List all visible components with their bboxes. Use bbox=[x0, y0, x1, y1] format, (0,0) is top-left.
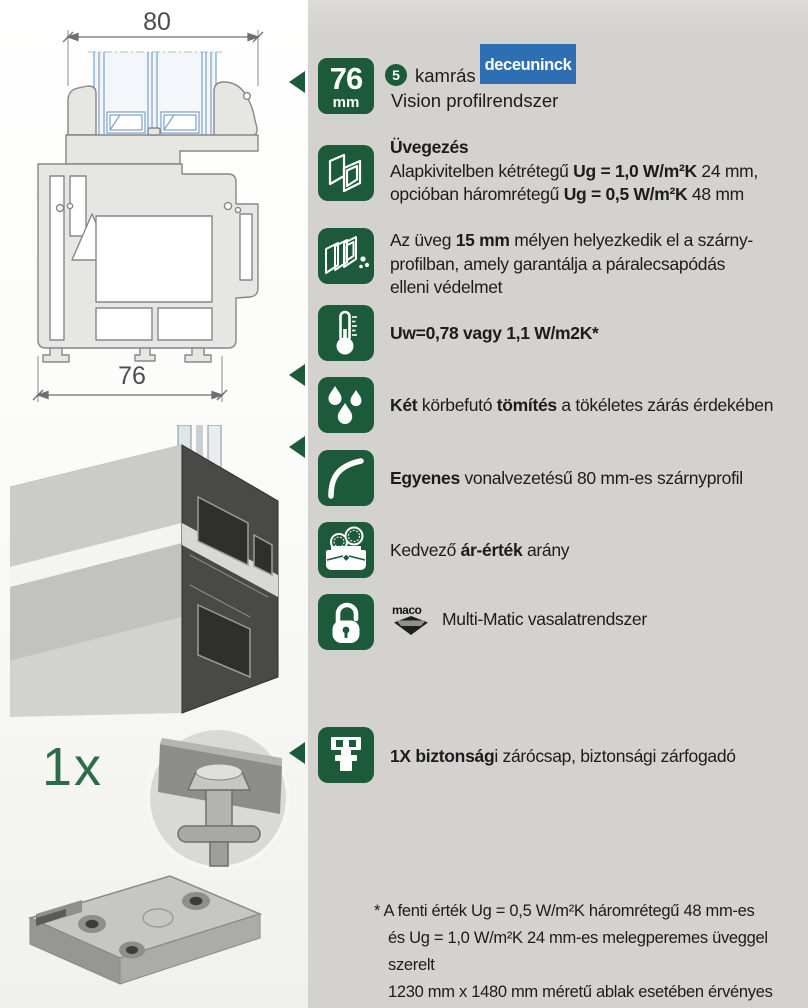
footnote bbox=[374, 898, 804, 1006]
security-hardware-photo bbox=[10, 718, 300, 1006]
feature-price-value bbox=[390, 539, 794, 563]
feature-glazing bbox=[390, 136, 794, 207]
connector-arrow bbox=[289, 436, 305, 458]
feature-text-line: elleni védelmet bbox=[390, 277, 503, 297]
chambers-count: 5 bbox=[392, 67, 400, 83]
feature-text-line: Két körbefutó tömítés a tökéletes zárás érdekében bbox=[390, 395, 774, 415]
feature-text-line: profilban, amely garantálja a páralecsapódás bbox=[390, 253, 726, 274]
feature-text-line: Az üveg 15 mm mélyen helyezkedik el a szárny- bbox=[390, 230, 753, 250]
three-glass-panes-drops-icon bbox=[318, 228, 374, 284]
chambers-count-circle bbox=[385, 64, 407, 86]
connector-arrow bbox=[289, 364, 305, 386]
hardware-inset-circle bbox=[148, 728, 288, 868]
profile-depth-unit: mm bbox=[332, 93, 360, 111]
two-glass-panes-icon bbox=[318, 145, 374, 201]
footnote-line: 1230 mm x 1480 mm méretű ablak esetében érvényes bbox=[388, 983, 773, 1001]
padlock-icon bbox=[318, 594, 374, 650]
feature-glass-depth bbox=[390, 229, 794, 300]
maco-logo bbox=[390, 603, 432, 637]
profile-cross-section-drawing bbox=[0, 0, 308, 420]
brand-logo bbox=[480, 44, 576, 84]
connector-arrow bbox=[289, 742, 305, 764]
footnote-line: és Ug = 1,0 W/m²K 24 mm-es melegperemes üveggel szerelt bbox=[388, 929, 768, 974]
striker-plate bbox=[30, 876, 260, 984]
feature-text-line: Alapkivitelben kétrétegű Ug = 1,0 W/m²K 24 mm, bbox=[390, 160, 758, 181]
profile-depth-value: 76 bbox=[329, 60, 363, 96]
thermometer-icon bbox=[318, 305, 374, 361]
hardware-count-label: 1x bbox=[42, 737, 104, 797]
feature-text-line: Multi-Matic vasalatrendszer bbox=[442, 609, 647, 630]
feature-text-line: Uw=0,78 vagy 1,1 W/m2K* bbox=[390, 323, 599, 343]
chambers-label: kamrás bbox=[415, 65, 476, 86]
feature-gaskets bbox=[390, 394, 794, 418]
dimension-top-label: 80 bbox=[143, 8, 171, 36]
feature-text-line: 1X biztonsági zárócsap, biztonsági zárfogadó bbox=[390, 746, 736, 766]
connector-arrow bbox=[289, 71, 305, 93]
feature-text-line: opcióban háromrétegű Ug = 0,5 W/m²K 48 mm bbox=[390, 184, 744, 204]
price-value-icon bbox=[318, 522, 374, 578]
feature-security bbox=[390, 745, 794, 769]
system-name: Vision profilrendszer bbox=[391, 90, 559, 111]
water-drops-icon bbox=[318, 377, 374, 433]
footnote-line: * A fenti érték Ug = 0,5 W/m²K háromrétegű 48 mm-es bbox=[374, 902, 755, 920]
straight-curve-icon bbox=[318, 450, 374, 506]
feature-text-line: Kedvező ár-érték arány bbox=[390, 540, 570, 560]
dimension-bottom-label: 76 bbox=[118, 362, 146, 390]
profile-depth-badge bbox=[318, 58, 374, 114]
security-pin-icon bbox=[318, 727, 374, 783]
feature-title: Üvegezés bbox=[390, 137, 469, 157]
svg-text:maco: maco bbox=[392, 603, 422, 617]
feature-uw bbox=[390, 322, 794, 346]
glazing-unit bbox=[88, 52, 222, 137]
brand-logo-text: deceuninck bbox=[484, 55, 572, 74]
feature-text-line: Egyenes vonalvezetésű 80 mm-es szárnyprofil bbox=[390, 468, 743, 488]
profile-corner-photo bbox=[10, 425, 300, 717]
feature-hardware-system bbox=[390, 603, 794, 637]
feature-straight-profile bbox=[390, 467, 794, 491]
